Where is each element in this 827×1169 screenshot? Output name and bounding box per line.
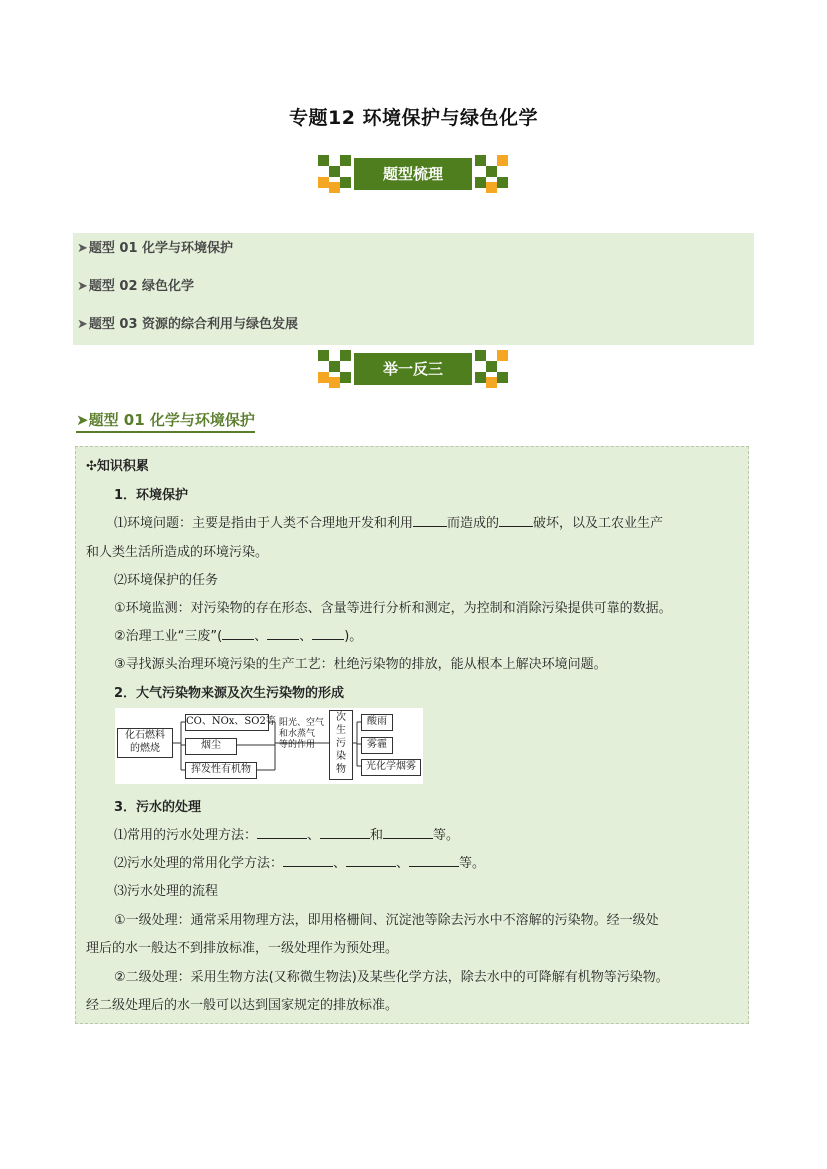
paragraph: ①一级处理：通常采用物理方法，即用格栅间、沉淀池等除去污水中不溶解的污染物。经一级处: [114, 913, 659, 928]
paragraph: 和人类生活所造成的环境污染。: [86, 545, 269, 560]
section-banner-practice: [318, 350, 508, 388]
topic-item[interactable]: ➤题型 03 资源的综合利用与绿色发展: [77, 317, 299, 332]
subheading: 1．环境保护: [114, 488, 189, 503]
arrow-icon: ➤: [77, 279, 88, 294]
knowledge-header: ✣知识积累: [86, 459, 149, 474]
paragraph: 理后的水一般达不到排放标准，一级处理作为预处理。: [86, 941, 399, 956]
subheading: 2．大气污染物来源及次生污染物的形成: [114, 686, 345, 701]
diagram-secondary-node: 次 生 污 染 物: [329, 710, 353, 780]
paragraph: ②治理工业“三废”( 、 、 )。: [114, 629, 363, 644]
section-banner-overview: [318, 155, 508, 193]
paragraph: ②二级处理：采用生物方法(又称微生物法)及某些化学方法，除去水中的可降解有机物等污染物。: [114, 970, 669, 985]
paragraph: ⑵环境保护的任务: [114, 573, 219, 588]
paragraph: ③寻找源头治理环境污染的生产工艺：杜绝污染物的排放，能从根本上解决环境问题。: [114, 657, 607, 672]
topic-item[interactable]: ➤题型 02 绿色化学: [77, 279, 195, 294]
diagram-product-node: 酸雨: [361, 714, 393, 731]
diagram-primary-node: CO、NOx、SO2等: [185, 714, 269, 731]
pollution-diagram: [115, 708, 423, 784]
paragraph: ⑴常用的污水处理方法： 、 和 等。: [114, 828, 460, 843]
arrow-icon: ➤: [76, 411, 89, 429]
arrow-icon: ➤: [77, 241, 88, 256]
paragraph: ⑵污水处理的常用化学方法： 、 、 等。: [114, 856, 486, 871]
diagram-source-node: 化石燃料 的燃烧: [117, 728, 173, 758]
banner-label: 题型梳理: [354, 158, 472, 190]
arrow-icon: ➤: [77, 317, 88, 332]
sparkle-icon: ✣: [86, 459, 97, 474]
page-title: 专题12 环境保护与绿色化学: [288, 107, 539, 129]
diagram-product-node: 光化学烟雾: [361, 759, 421, 776]
section-heading: ➤题型 01 化学与环境保护: [76, 409, 255, 433]
topic-list: [73, 233, 754, 345]
subheading: 3．污水的处理: [114, 800, 202, 815]
diagram-condition-label: 阳光、空气 和水蒸气 等的作用: [279, 718, 325, 750]
paragraph: ①环境监测：对污染物的存在形态、含量等进行分析和测定，为控制和消除污染提供可靠的数据。: [114, 601, 672, 616]
topic-item[interactable]: ➤题型 01 化学与环境保护: [77, 241, 234, 256]
paragraph: ⑶污水处理的流程: [114, 884, 219, 899]
diagram-product-node: 雾霾: [361, 737, 393, 754]
paragraph: ⑴环境问题：主要是指由于人类不合理地开发和利用 而造成的 破坏，以及工农业生产: [114, 516, 664, 531]
diagram-primary-node: 挥发性有机物: [185, 762, 257, 779]
diagram-primary-node: 烟尘: [185, 738, 237, 755]
paragraph: 经二级处理后的水一般可以达到国家规定的排放标准。: [86, 998, 399, 1013]
banner-label: 举一反三: [354, 353, 472, 385]
